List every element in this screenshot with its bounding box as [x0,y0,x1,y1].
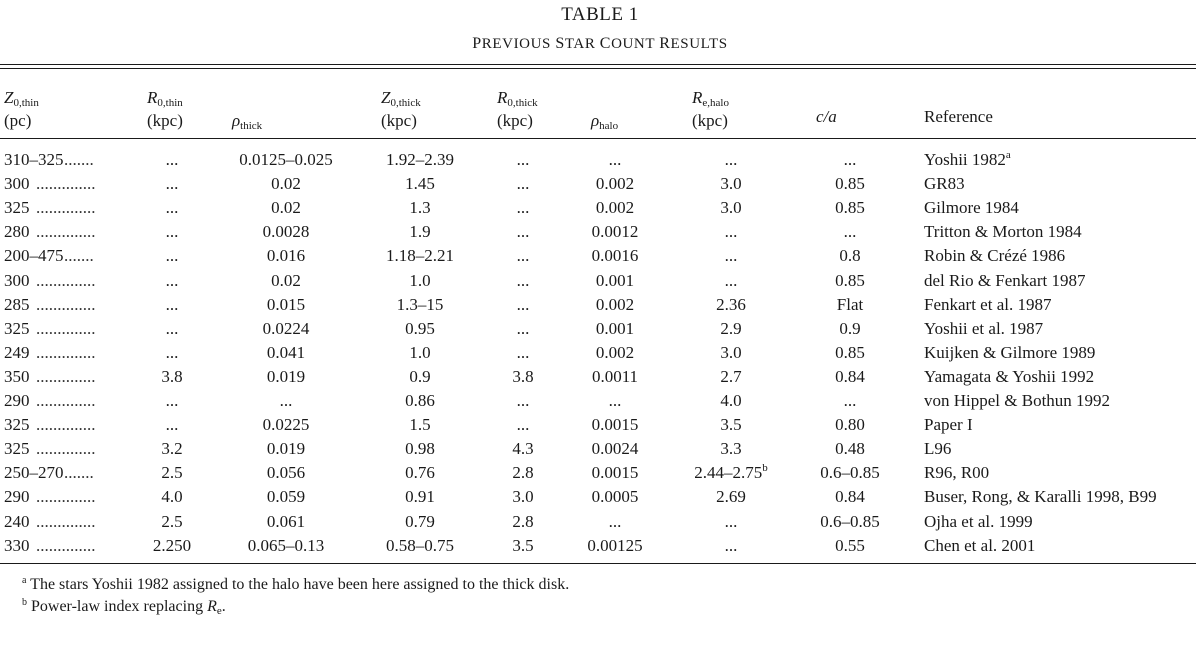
cell-reference: Tritton & Morton 1984 [924,222,1082,242]
cell-reference: Yamagata & Yoshii 1992 [924,366,1095,386]
header-rhohalo: $\rho_{halo}$ [591,111,619,132]
cell-rehalo: ... [724,511,738,531]
table-row [0,172,1200,196]
cell-z0thick: 1.18–2.21 [386,246,454,266]
cell-z0thick: 0.79 [405,511,435,531]
top-rule-1 [0,64,1196,65]
cell-reference: Paper I [924,415,973,435]
cell-leader-dots: .............. [36,366,96,386]
cell-reference: L96 [924,439,952,459]
cell-r0thick: ... [516,198,530,218]
cell-ca: 0.48 [835,439,865,459]
cell-z0thick: 0.9 [409,366,431,386]
cell-rehalo: 2.44–2.75$^b$ [694,462,768,483]
cell-r0thin: ... [165,294,179,314]
cell-rehalo: ... [724,535,738,555]
cell-rhohalo: ... [608,511,622,531]
cell-z0thick: 0.58–0.75 [386,535,454,555]
cell-rhohalo: 0.001 [595,318,635,338]
cell-z0thick: 1.92–2.39 [386,150,454,169]
cell-ca: 0.6–0.85 [820,463,880,483]
table-row [0,510,1200,534]
cell-rhothick: 0.016 [266,246,306,266]
header-z0thick: $Z_{0,thick}$ (kpc) [381,88,421,130]
cell-z0thin: 290 [4,391,30,410]
cell-rhohalo: 0.0012 [591,222,639,242]
cell-z0thick: 1.5 [409,415,431,435]
cell-rhohalo: ... [608,150,622,169]
cell-rhohalo: 0.0005 [591,487,639,507]
cell-r0thick: 4.3 [512,439,534,459]
cell-z0thin: 280 [4,222,30,242]
cell-leader-dots: .............. [36,270,96,290]
cell-r0thick: 2.8 [512,463,534,483]
cell-rhohalo: 0.0015 [591,463,639,483]
cell-ca: 0.84 [835,487,865,507]
cell-z0thick: 0.98 [405,439,435,459]
cell-rehalo: 2.7 [720,366,742,386]
cell-r0thin: ... [165,174,179,194]
cell-reference: Buser, Rong, & Karalli 1998, B99 [924,487,1157,507]
cell-rhothick: 0.0028 [262,222,310,242]
cell-leader-dots: .............. [36,222,96,242]
header-rehalo: $R_{e,halo}$ (kpc) [692,88,729,130]
cell-rehalo: 4.0 [720,391,742,410]
cell-r0thin: 2.5 [161,463,183,483]
cell-leader-dots: ....... [64,463,94,483]
header-rule [0,138,1196,139]
cell-rehalo: ... [724,246,738,266]
cell-z0thick: 0.76 [405,463,435,483]
cell-rhothick: 0.02 [271,270,301,290]
cell-z0thin: 330 [4,535,30,555]
cell-r0thin: 3.8 [161,366,183,386]
cell-z0thick: 1.45 [405,174,435,194]
cell-r0thin: ... [165,342,179,362]
cell-rhohalo: 0.002 [595,342,635,362]
cell-z0thin: 325 [4,415,30,435]
table-row [0,485,1200,509]
cell-z0thick: 1.9 [409,222,431,242]
cell-rhothick: 0.059 [266,487,306,507]
table-row [0,534,1200,558]
header-reference: Reference [924,107,993,126]
cell-rhothick: 0.0225 [262,415,310,435]
cell-rhohalo: 0.002 [595,174,635,194]
cell-z0thick: 1.3–15 [396,294,444,314]
cell-leader-dots: ....... [64,150,94,169]
cell-z0thin: 325 [4,198,30,218]
cell-z0thick: 1.3 [409,198,431,218]
cell-reference: del Rio & Fenkart 1987 [924,270,1086,290]
cell-z0thin: 325 [4,318,30,338]
cell-rhothick: 0.02 [271,174,301,194]
header-rhothick: $\rho_{thick}$ [232,111,263,132]
cell-r0thick: ... [516,246,530,266]
cell-ca: 0.85 [835,342,865,362]
cell-r0thick: 3.8 [512,366,534,386]
cell-rehalo: 2.36 [716,294,746,314]
table-row [0,365,1200,389]
table-subtitle: PREVIOUS STAR COUNT RESULTS [472,35,728,52]
cell-reference: Chen et al. 2001 [924,535,1036,555]
cell-z0thick: 0.91 [405,487,435,507]
cell-leader-dots: .............. [36,174,96,194]
cell-r0thick: ... [516,391,530,410]
cell-z0thick: 0.95 [405,318,435,338]
cell-reference: Yoshii 1982$^a$ [924,149,1011,169]
cell-r0thin: ... [165,391,179,410]
cell-leader-dots: ....... [64,246,94,266]
cell-leader-dots: .............. [36,487,96,507]
cell-rhothick: 0.019 [266,439,306,459]
cell-leader-dots: .............. [36,294,96,314]
cell-rhohalo: 0.0016 [591,246,639,266]
header-ca: c/a [816,107,837,126]
cell-reference: Gilmore 1984 [924,198,1019,218]
cell-reference: von Hippel & Bothun 1992 [924,391,1111,410]
cell-reference: Kuijken & Gilmore 1989 [924,342,1096,362]
cell-leader-dots: .............. [36,342,96,362]
table-row [0,413,1200,437]
top-rule-2 [0,68,1196,69]
cell-leader-dots: .............. [36,318,96,338]
cell-rhothick: 0.02 [271,198,301,218]
bottom-rule [0,563,1196,564]
cell-rhothick: ... [279,391,293,410]
cell-r0thick: ... [516,294,530,314]
cell-r0thick: 3.0 [512,487,534,507]
table-row [0,437,1200,461]
cell-reference: Robin & Crézé 1986 [924,246,1066,266]
table-row [0,293,1200,317]
cell-rhohalo: 0.002 [595,198,635,218]
cell-r0thin: ... [165,318,179,338]
table-row [0,269,1200,293]
cell-r0thick: ... [516,222,530,242]
cell-reference: GR83 [924,174,965,194]
cell-r0thin: ... [165,198,179,218]
cell-reference: R96, R00 [924,463,990,483]
cell-rhohalo: 0.0015 [591,415,639,435]
cell-reference: Fenkart et al. 1987 [924,294,1052,314]
table-row [0,220,1200,244]
cell-z0thin: 249 [4,342,30,362]
cell-z0thin: 240 [4,511,30,531]
cell-rhohalo: 0.00125 [587,535,643,555]
cell-leader-dots: .............. [36,198,96,218]
cell-leader-dots: .............. [36,391,96,410]
cell-rhohalo: 0.0011 [591,366,639,386]
footnote-b: $^b$ Power-law index replacing $R_e$. [22,597,226,617]
cell-r0thick: ... [516,270,530,290]
cell-z0thin: 285 [4,294,30,314]
cell-ca: ... [843,391,857,410]
cell-ca: 0.85 [835,198,865,218]
cell-rhohalo: 0.0024 [591,439,639,459]
cell-z0thin: 300 [4,174,30,194]
cell-z0thin: 250–270 [4,463,64,483]
cell-z0thick: 1.0 [409,342,431,362]
cell-rehalo: 2.69 [716,487,746,507]
cell-r0thin: ... [165,150,179,169]
cell-r0thick: ... [516,342,530,362]
table-row [0,196,1200,220]
cell-rehalo: 3.0 [720,174,742,194]
cell-rehalo: ... [724,150,738,169]
cell-r0thick: ... [516,318,530,338]
cell-r0thin: ... [165,415,179,435]
header-z0thin: $Z_{0,thin}$ (pc) [4,88,39,130]
cell-rhohalo: 0.002 [595,294,635,314]
footnote-a: $^a$ The stars Yoshii 1982 assigned to the halo have been here assigned to the thick disk. [22,575,570,593]
cell-r0thick: ... [516,150,530,169]
cell-ca: ... [843,150,857,169]
header-r0thin: $R_{0,thin}$ (kpc) [147,88,183,130]
cell-leader-dots: .............. [36,415,96,435]
cell-r0thick: 3.5 [512,535,534,555]
cell-r0thick: ... [516,174,530,194]
cell-z0thin: 290 [4,487,30,507]
table-row [0,341,1200,365]
cell-leader-dots: .............. [36,535,96,555]
cell-rehalo: 3.0 [720,198,742,218]
cell-r0thick: ... [516,415,530,435]
table-row [0,461,1200,485]
table-title: TABLE 1 [561,4,639,25]
cell-rhothick: 0.0125–0.025 [239,150,333,169]
cell-z0thick: 0.86 [405,391,435,410]
cell-ca: 0.9 [839,318,861,338]
table-row [0,148,1200,172]
footnotes [22,574,569,618]
cell-rhothick: 0.056 [266,463,306,483]
cell-r0thin: ... [165,270,179,290]
cell-rehalo: 3.0 [720,342,742,362]
cell-r0thin: ... [165,222,179,242]
cell-r0thin: 4.0 [161,487,183,507]
cell-reference: Ojha et al. 1999 [924,511,1033,531]
cell-r0thin: ... [165,246,179,266]
cell-ca: 0.6–0.85 [820,511,880,531]
cell-ca: Flat [836,294,864,314]
cell-rehalo: 2.9 [720,318,742,338]
cell-rehalo: 3.3 [720,439,742,459]
cell-r0thin: 2.5 [161,511,183,531]
cell-ca: 0.55 [835,535,865,555]
cell-leader-dots: .............. [36,439,96,459]
table-row [0,317,1200,341]
cell-rhothick: 0.0224 [262,318,310,338]
cell-r0thin: 3.2 [161,439,183,459]
cell-rhothick: 0.015 [266,294,306,314]
cell-rhohalo: ... [608,391,622,410]
cell-ca: 0.85 [835,270,865,290]
cell-reference: Yoshii et al. 1987 [924,318,1044,338]
cell-z0thick: 1.0 [409,270,431,290]
cell-r0thick: 2.8 [512,511,534,531]
cell-rhothick: 0.065–0.13 [247,535,325,555]
cell-rhohalo: 0.001 [595,270,635,290]
cell-rhothick: 0.019 [266,366,306,386]
cell-z0thin: 310–325 [4,150,64,169]
cell-z0thin: 300 [4,270,30,290]
cell-leader-dots: .............. [36,511,96,531]
cell-r0thin: 2.250 [152,535,192,555]
cell-ca: ... [843,222,857,242]
cell-z0thin: 325 [4,439,30,459]
table-row [0,244,1200,268]
cell-z0thin: 350 [4,366,30,386]
cell-ca: 0.84 [835,366,865,386]
cell-z0thin: 200–475 [4,246,64,266]
cell-rhothick: 0.061 [266,511,306,531]
cell-rehalo: 3.5 [720,415,742,435]
table-row [0,389,1200,413]
header-r0thick: $R_{0,thick}$ (kpc) [497,88,538,130]
cell-rehalo: ... [724,270,738,290]
cell-ca: 0.80 [835,415,865,435]
cell-rhothick: 0.041 [266,342,306,362]
cell-ca: 0.85 [835,174,865,194]
cell-rehalo: ... [724,222,738,242]
cell-ca: 0.8 [839,246,861,266]
